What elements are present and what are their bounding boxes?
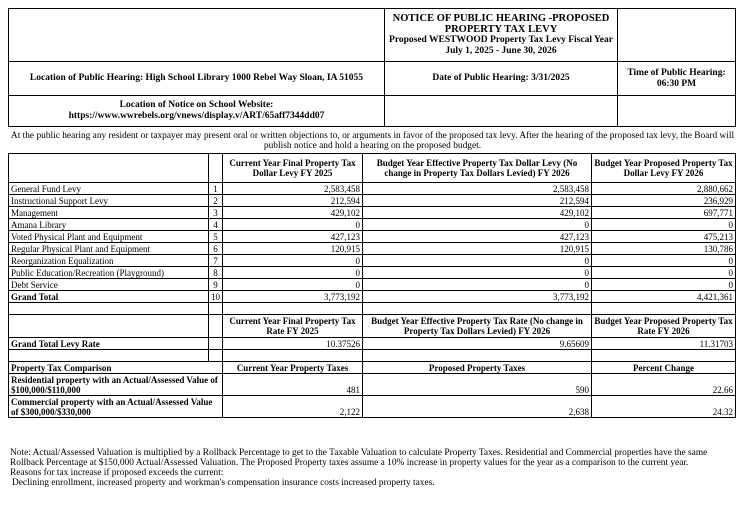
spacer-cell (209, 303, 223, 315)
comparison-header-label: Property Tax Comparison (9, 362, 209, 374)
hearing-date: Date of Public Hearing: 3/31/2025 (385, 62, 618, 96)
website-blank-cell-right (618, 96, 736, 127)
reasons-text: Declining enrollment, increased property and workman's compensation insurance costs increased property taxes. (12, 478, 435, 488)
levy-row-proposed: 0 (592, 267, 736, 279)
notice-subtitle: Proposed WESTWOOD Property Tax Levy Fiscal Year July 1, 2025 - June 30, 2026 (389, 35, 613, 56)
levy-row-current: 120,915 (223, 243, 363, 255)
levy-row-label: Regular Physical Plant and Equipment (9, 243, 209, 255)
comparison-header-change: Percent Change (592, 362, 736, 374)
levy-row-effective: 0 (363, 255, 592, 267)
rate-proposed: 11.31703 (592, 338, 736, 350)
levy-row-number: 8 (209, 267, 223, 279)
spacer-cell (592, 303, 736, 315)
website-label: Location of Notice on School Website: (119, 100, 274, 110)
levy-row-proposed: 4,421,361 (592, 291, 736, 303)
levy-row-number: 3 (209, 207, 223, 219)
levy-row-proposed: 0 (592, 279, 736, 291)
levy-row (9, 195, 736, 207)
spacer-cell (9, 350, 209, 362)
levy-header-current: Current Year Final Property Tax Dollar Levy FY 2025 (223, 154, 363, 183)
rate-header-num-blank (209, 315, 223, 338)
levy-row-number: 4 (209, 219, 223, 231)
valuation-note: Note: Actual/Assessed Valuation is multiplied by a Rollback Percentage to get to the Taxable Valuation to calculate Property Taxes. Residential and Commercial properties have the same Rollback Percentage at $150,000 Actual/Assessed Valuation. The Proposed Property taxes assume a 10% increase in property values for the year as a comparison to the current year. (10, 448, 708, 468)
notice-title-cell (385, 9, 618, 62)
intro-paragraph: At the public hearing any resident or taxpayer may present oral or written objections to, or arguments in favor of the proposed tax levy. After the hearing of the proposed tax levy, the Board will publish notice and hold a hearing on the proposed budget. (10, 131, 735, 151)
rate-header-current: Current Year Final Property Tax Rate FY 2025 (223, 315, 363, 338)
levy-row (9, 255, 736, 267)
comparison-row (9, 396, 736, 418)
levy-row-effective: 2,583,458 (363, 183, 592, 195)
levy-row-effective: 120,915 (363, 243, 592, 255)
comparison-row-label: Commercial property with an Actual/Assessed Value of $300,000/$330,000 (9, 396, 223, 418)
levy-row-proposed: 2,880,662 (592, 183, 736, 195)
spacer-cell (209, 350, 223, 362)
levy-row-label: Amana Library (9, 219, 209, 231)
levy-row-effective: 0 (363, 267, 592, 279)
spacer-cell (9, 303, 209, 315)
levy-row-proposed: 236,929 (592, 195, 736, 207)
rate-effective: 9.65609 (363, 338, 592, 350)
comparison-header-num-blank (209, 362, 223, 374)
levy-row-label: Management (9, 207, 209, 219)
levy-row (9, 243, 736, 255)
comparison-row (9, 374, 736, 396)
rate-current: 10.37526 (223, 338, 363, 350)
levy-row (9, 219, 736, 231)
levy-row-current: 427,123 (223, 231, 363, 243)
hearing-location: Location of Public Hearing: High School Library 1000 Rebel Way Sloan, IA 51055 (9, 62, 385, 96)
levy-row-current: 212,594 (223, 195, 363, 207)
levy-row-label: Public Education/Recreation (Playground) (9, 267, 209, 279)
comparison-rows (9, 374, 736, 418)
levy-row-current: 0 (223, 219, 363, 231)
levy-row (9, 183, 736, 195)
header-blank-cell-right (618, 9, 736, 62)
reasons-label: Reasons for tax increase if proposed exceeds the current: (10, 468, 224, 478)
levy-rows (9, 183, 736, 303)
levy-row-effective: 427,123 (363, 231, 592, 243)
levy-row-current: 429,102 (223, 207, 363, 219)
levy-row-number: 10 (209, 291, 223, 303)
website-cell (9, 96, 385, 127)
levy-row-number: 6 (209, 243, 223, 255)
levy-row-proposed: 130,786 (592, 243, 736, 255)
comparison-header-current: Current Year Property Taxes (223, 362, 363, 374)
levy-row-number: 9 (209, 279, 223, 291)
levy-row-proposed: 697,771 (592, 207, 736, 219)
website-blank-cell (385, 96, 618, 127)
levy-row-label: Grand Total (9, 291, 209, 303)
hearing-time: Time of Public Hearing: 06:30 PM (618, 62, 736, 96)
levy-row-current: 3,773,192 (223, 291, 363, 303)
levy-row-label: Debt Service (9, 279, 209, 291)
levy-row-current: 2,583,458 (223, 183, 363, 195)
levy-row-proposed: 0 (592, 255, 736, 267)
levy-row-current: 0 (223, 279, 363, 291)
notes-section (10, 448, 735, 488)
levy-row-effective: 212,594 (363, 195, 592, 207)
spacer-cell (363, 350, 592, 362)
levy-row-current: 0 (223, 255, 363, 267)
rate-header-blank (9, 315, 209, 338)
notice-title: NOTICE OF PUBLIC HEARING -PROPOSED PROPERTY TAX LEVY (392, 13, 610, 35)
levy-row-label: Voted Physical Plant and Equipment (9, 231, 209, 243)
rate-header-effective: Budget Year Effective Property Tax Rate (No change in Property Tax Dollars Levied) FY 2026 (363, 315, 592, 338)
comparison-header-proposed: Proposed Property Taxes (363, 362, 592, 374)
comparison-row-change: 24.32 (592, 396, 736, 418)
levy-header-effective: Budget Year Effective Property Tax Dollar Levy (No change in Property Tax Dollars Levied) FY 2026 (363, 154, 592, 183)
levy-row-number: 5 (209, 231, 223, 243)
levy-header-num-blank (209, 154, 223, 183)
spacer-cell (592, 350, 736, 362)
levy-row-number: 2 (209, 195, 223, 207)
comparison-row-current: 2,122 (223, 396, 363, 418)
levy-row-label: Reorganization Equalization (9, 255, 209, 267)
levy-row (9, 279, 736, 291)
levy-row (9, 207, 736, 219)
spacer-cell (223, 303, 363, 315)
levy-row-number: 7 (209, 255, 223, 267)
levy-row (9, 267, 736, 279)
notice-header-table (8, 8, 736, 127)
levy-row-current: 0 (223, 267, 363, 279)
website-url: https://www.wwrebels.org/vnews/display.v/ART/65aff7344dd07 (68, 111, 325, 121)
levy-row-effective: 0 (363, 219, 592, 231)
header-blank-cell (9, 9, 385, 62)
levy-row-proposed: 475,213 (592, 231, 736, 243)
levy-row (9, 291, 736, 303)
levy-row-effective: 0 (363, 279, 592, 291)
comparison-row-proposed: 2,638 (363, 396, 592, 418)
levy-table (8, 153, 736, 418)
comparison-row-label: Residential property with an Actual/Assessed Value of $100,000/$110,000 (9, 374, 223, 396)
comparison-row-change: 22.66 (592, 374, 736, 396)
levy-row-effective: 429,102 (363, 207, 592, 219)
spacer-cell (363, 303, 592, 315)
rate-num-blank (209, 338, 223, 350)
levy-header-proposed: Budget Year Proposed Property Tax Dollar Levy FY 2026 (592, 154, 736, 183)
levy-row-effective: 3,773,192 (363, 291, 592, 303)
spacer-cell (223, 350, 363, 362)
comparison-row-current: 481 (223, 374, 363, 396)
rate-label: Grand Total Levy Rate (9, 338, 209, 350)
levy-row (9, 231, 736, 243)
levy-header-blank (9, 154, 209, 183)
levy-row-proposed: 0 (592, 219, 736, 231)
levy-row-number: 1 (209, 183, 223, 195)
levy-row-label: General Fund Levy (9, 183, 209, 195)
rate-header-proposed: Budget Year Proposed Property Tax Rate FY 2026 (592, 315, 736, 338)
levy-row-label: Instructional Support Levy (9, 195, 209, 207)
comparison-row-proposed: 590 (363, 374, 592, 396)
